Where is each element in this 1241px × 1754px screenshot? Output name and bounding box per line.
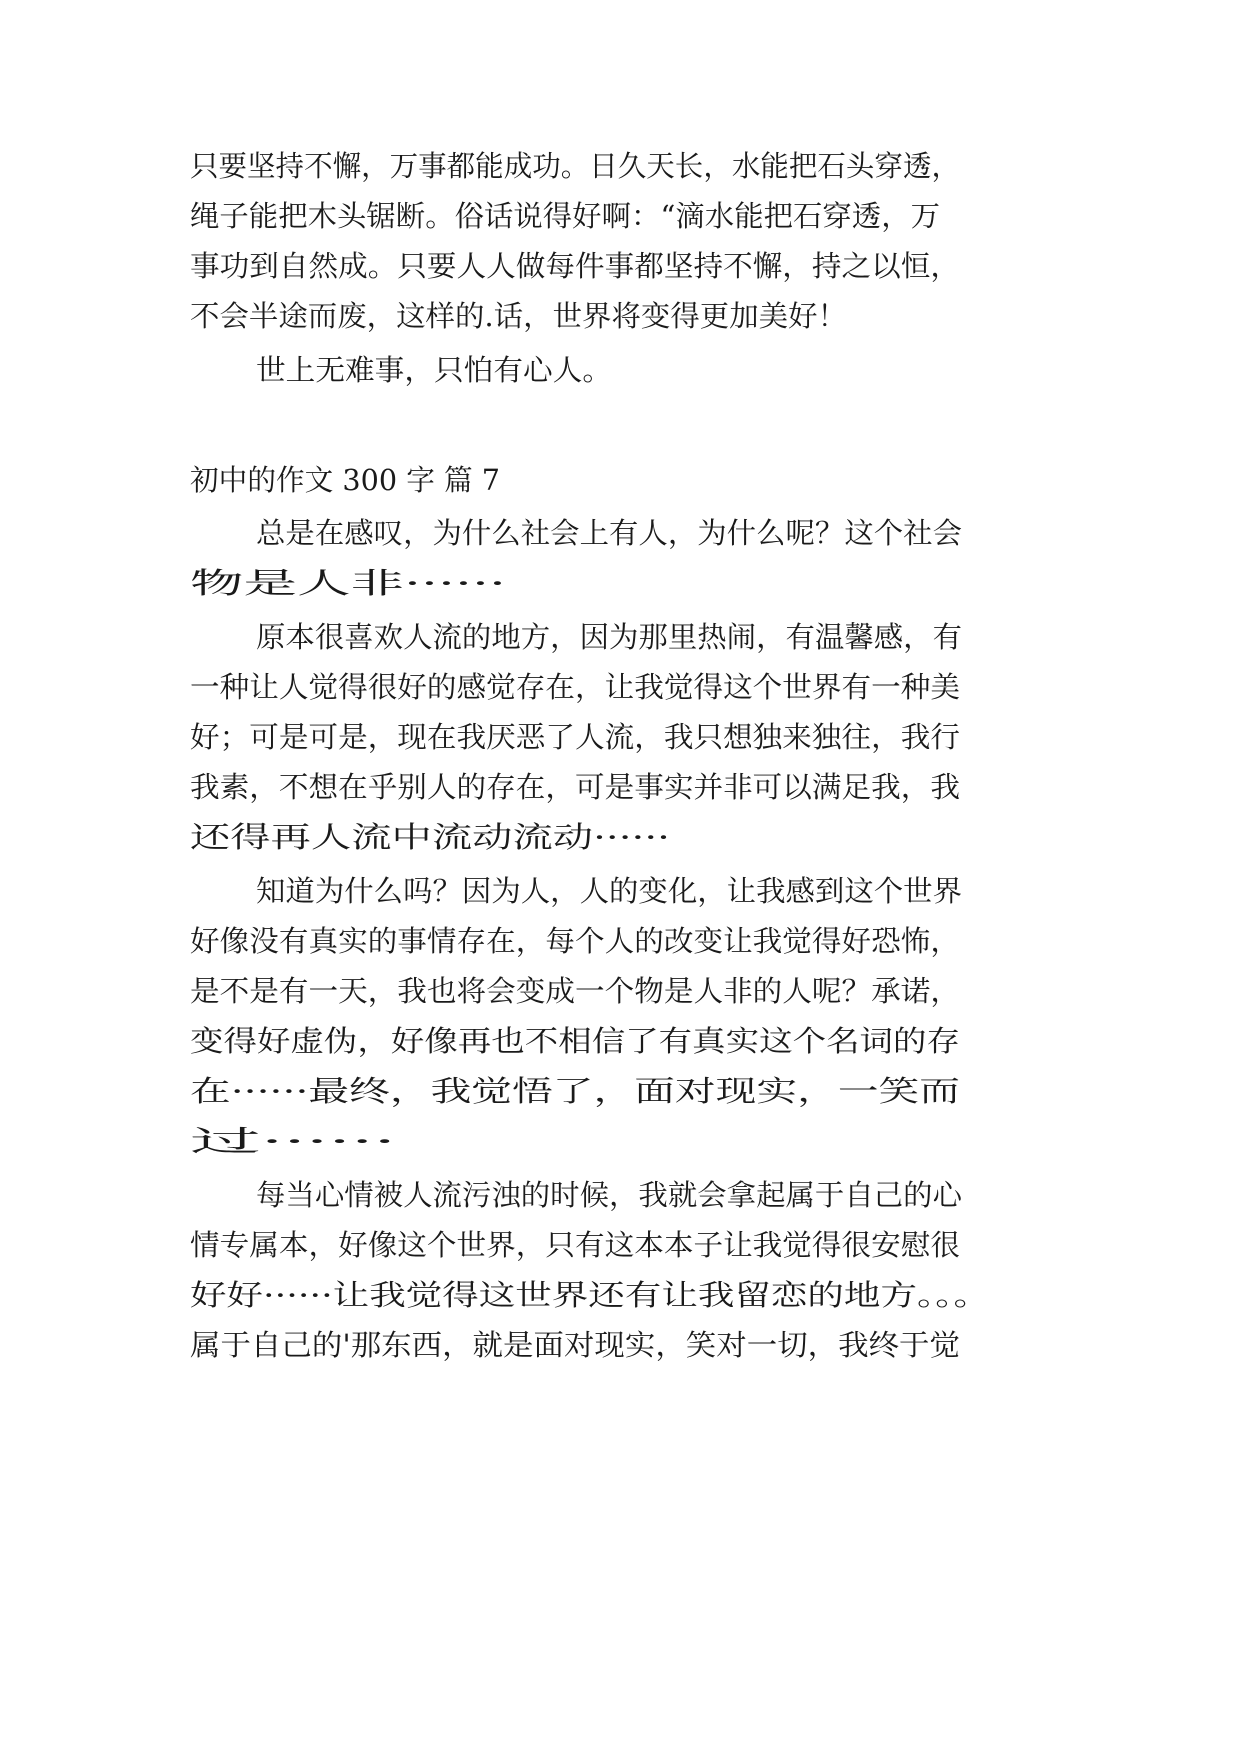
section-heading: 初中的作文 300 字 篇 7	[190, 463, 500, 497]
text-line: 好；可是可是，现在我厌恶了人流，我只想独来独往，我行	[190, 720, 960, 754]
text-line: 世上无难事，只怕有心人。	[256, 353, 612, 387]
text-line: 知道为什么吗？因为人，人的变化，让我感到这个世界	[256, 874, 962, 908]
text-line: 不会半途而废，这样的.话，世界将变得更加美好！	[190, 299, 847, 333]
text-line: 过······	[190, 1124, 396, 1158]
text-line: 在······最终，我觉悟了，面对现实，一笑而	[190, 1074, 960, 1108]
text-line: 一种让人觉得很好的感觉存在，让我觉得这个世界有一种美	[190, 670, 960, 704]
text-line: 好好······让我觉得这世界还有让我留恋的地方。。。	[190, 1278, 990, 1312]
text-line: 物是人非······	[190, 566, 506, 600]
text-line: 事功到自然成。只要人人做每件事都坚持不懈，持之以恒，	[190, 249, 960, 283]
text-line: 是不是有一天，我也将会变成一个物是人非的人呢？承诺，	[190, 974, 960, 1008]
text-line: 原本很喜欢人流的地方，因为那里热闹，有温馨感，有	[256, 620, 962, 654]
text-line: 变得好虚伪，好像再也不相信了有真实这个名词的存	[190, 1024, 960, 1058]
text-line: 我素，不想在乎别人的存在，可是事实并非可以满足我，我	[190, 770, 960, 804]
text-line: 每当心情被人流污浊的时候，我就会拿起属于自己的心	[256, 1178, 962, 1212]
text-line: 情专属本，好像这个世界，只有这本本子让我觉得很安慰很	[190, 1228, 960, 1262]
text-line: 总是在感叹，为什么社会上有人，为什么呢？这个社会	[256, 516, 962, 550]
text-line: 还得再人流中流动流动······	[190, 820, 670, 854]
text-line: 绳子能把木头锯断。俗话说得好啊：“滴水能把石穿透，万	[190, 199, 940, 233]
text-line: 属于自己的'那东西，就是面对现实，笑对一切，我终于觉	[190, 1328, 960, 1362]
text-line: 只要坚持不懈，万事都能成功。日久天长，水能把石头穿透，	[190, 149, 960, 183]
text-line: 好像没有真实的事情存在，每个人的改变让我觉得好恐怖，	[190, 924, 960, 958]
